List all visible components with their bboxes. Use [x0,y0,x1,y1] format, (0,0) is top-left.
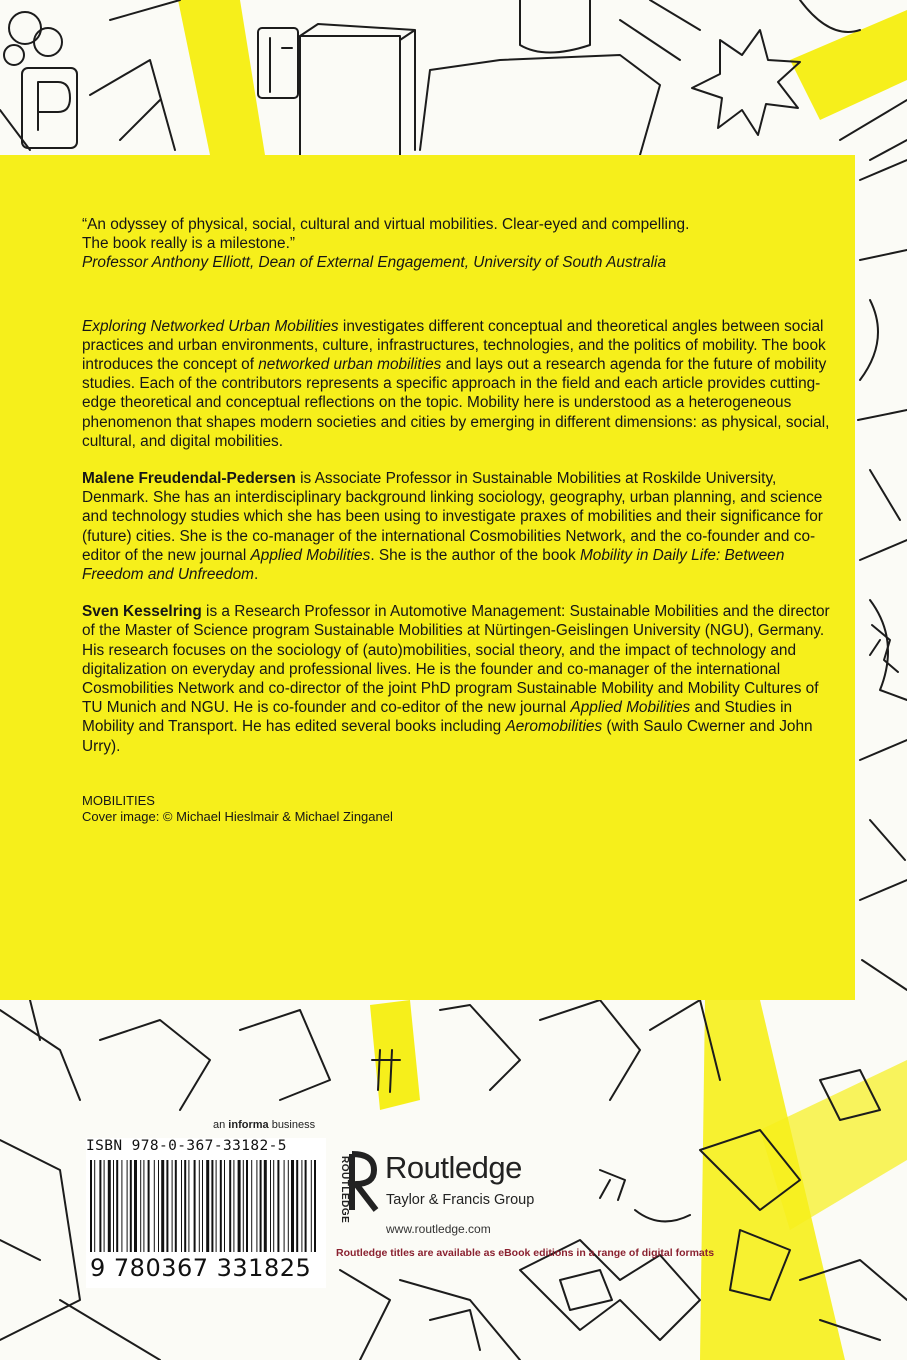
description-text-2: and lays out a research agenda for the future of mobility studies. Each of the contributors represents a specific approach in the field and each article provides cutting-edge theoretical and conceptual reflections on the topic. Mobility here is understood as a heterogeneous phenomenon that shapes modern societies and cities by emerging in different dimensions: as physical, social, cultural, and digital mobilities. [82,356,830,450]
barcode-bar [216,1160,217,1252]
back-cover-copy [82,215,830,825]
description-text-1: investigates different conceptual and theoretical angles between social practices and urban environments, culture, infrastructures, technologies, and the politics of mobility. The book introduces the concept of [82,317,826,374]
barcode-bar [229,1160,231,1252]
barcode-bar [251,1160,252,1252]
publisher-name: Routledge [385,1150,522,1185]
back-cover-text-panel [0,155,855,1000]
routledge-vertical-mark: ROUTLEDGE [339,1156,350,1224]
barcode-bar [305,1160,307,1252]
barcode-bar [113,1160,114,1252]
book-description [82,317,830,451]
barcode-bar [301,1160,302,1252]
concept-term: networked urban mobilities [258,356,442,374]
barcode-bar [202,1160,203,1252]
barcode-bar [140,1160,141,1252]
quote-attribution: Professor Anthony Elliott, Dean of External Engagement, University of South Australia [82,254,667,272]
barcode-bar [161,1160,164,1252]
barcode-bar [256,1160,257,1252]
author-1-book: Mobility in Daily Life: Between Freedom and Unfreedom [82,546,785,584]
cover-image-credit: Cover image: © Michael Hieslmair & Michael Zinganel [82,808,393,824]
barcode-bar [291,1160,294,1252]
barcode-bar [175,1160,177,1252]
author-1-bio-text-1: is Associate Professor in Sustainable Mobilities at Roskilde University, Denmark. She has an interdisciplinary background linking sociology, geography, urban planning, and science and technology studies which she has been using to investigate praxes of mobilities and their significance for (future) cities. She is the co-manager of the international Cosmobilities Network, and the co-founder and co-editor of the new journal [82,470,823,564]
author-bio-2 [82,602,830,756]
publisher-website[interactable]: www.routledge.com [386,1222,491,1236]
publisher-group: Taylor & Francis Group [386,1192,535,1208]
routledge-logo [328,1148,388,1228]
barcode-bar [277,1160,279,1252]
barcode-bar [116,1160,118,1252]
barcode-bar [148,1160,150,1252]
barcode-bar [104,1160,105,1252]
author-1-name: Malene Freudendal-Pedersen [82,470,296,488]
author-2-bio-text-3: (with Saulo Cwerner and John Urry). [82,718,813,755]
barcode-bar [224,1160,225,1252]
barcode-bar [314,1160,316,1252]
barcode-bar [99,1160,101,1252]
barcode-number: 9 780367 331825 [90,1254,312,1282]
author-2-bio-text-2: and Studies in Mobility and Transport. He has edited several books including [82,699,793,736]
barcode-bar [206,1160,209,1252]
series-name: MOBILITIES [82,792,155,808]
informa-suffix: business [268,1119,316,1131]
barcode-bar [199,1160,200,1252]
author-2-name: Sven Kesselring [82,603,202,621]
barcode-bar [288,1160,289,1252]
routledge-r-mark [352,1154,376,1210]
author-2-bio-text-1: is a Research Professor in Automotive Management: Sustainable Mobilities and the director of the Master of Science program Sustainable Mobilities at Nürtingen-Geislingen University (NGU), Germany. His research focuses on the sociology of (auto)mobilities, social theory, and the impact of technology and digitalization on everyday and professional lives. He is the founder and co-manager of the international Cosmobilities Network and co-director of the joint PhD program Sustainable Mobility and Mobility Cultures of TU Munich and NGU. He is co-founder and co-editor of the new journal [82,603,830,717]
barcode-bar [233,1160,234,1252]
quote-line-2: The book really is a milestone.” [82,235,295,253]
author-1-bio-text-3: . [253,566,259,584]
book-title: Exploring Networked Urban Mobilities [82,317,339,335]
informa-brand: informa [228,1119,269,1131]
barcode-bar [154,1160,155,1252]
barcode-bar [158,1160,159,1252]
isbn-label: ISBN 978-0-367-33182-5 [86,1138,287,1154]
barcode-bar [134,1160,137,1252]
ebook-availability-note: Routledge titles are available as eBook editions in a range of digital formats [336,1247,715,1259]
author-2-book: Aeromobilities [505,718,603,736]
barcode-bar [243,1160,244,1252]
barcode-bar [220,1160,222,1252]
barcode-bar [246,1160,248,1252]
barcode-bar [238,1160,241,1252]
author-bio-1 [82,469,830,584]
barcode-bar [296,1160,298,1252]
barcode-bar [273,1160,274,1252]
barcode-bar [90,1160,92,1252]
barcode-bar [172,1160,173,1252]
barcode-bar [194,1160,196,1252]
author-2-journal: Applied Mobilities [570,699,691,717]
author-1-bio-text-2: . She is the author of the book [370,546,580,564]
barcode-bar [211,1160,213,1252]
barcode-bar [143,1160,144,1252]
barcode-bar [108,1160,111,1252]
barcode-bar [311,1160,312,1252]
author-1-journal: Applied Mobilities [250,546,371,564]
barcode-bar [166,1160,168,1252]
barcode-bar [270,1160,271,1252]
barcode-bar [188,1160,189,1252]
barcode-bar [94,1160,95,1252]
informa-tagline [213,1119,315,1131]
quote-line-1: “An odyssey of physical, social, cultural and virtual mobilities. Clear-eyed and compelling. [82,216,690,233]
barcode-bar [260,1160,262,1252]
barcode-bar [127,1160,128,1252]
barcode-bar [184,1160,186,1252]
barcode-bar [121,1160,122,1252]
barcode-bar [181,1160,182,1252]
barcode-bar [264,1160,267,1252]
barcode-bars [90,1160,322,1256]
barcode-bar [130,1160,132,1252]
endorsement-quote [82,215,830,273]
barcode-bar [284,1160,285,1252]
informa-prefix: an [213,1119,229,1131]
